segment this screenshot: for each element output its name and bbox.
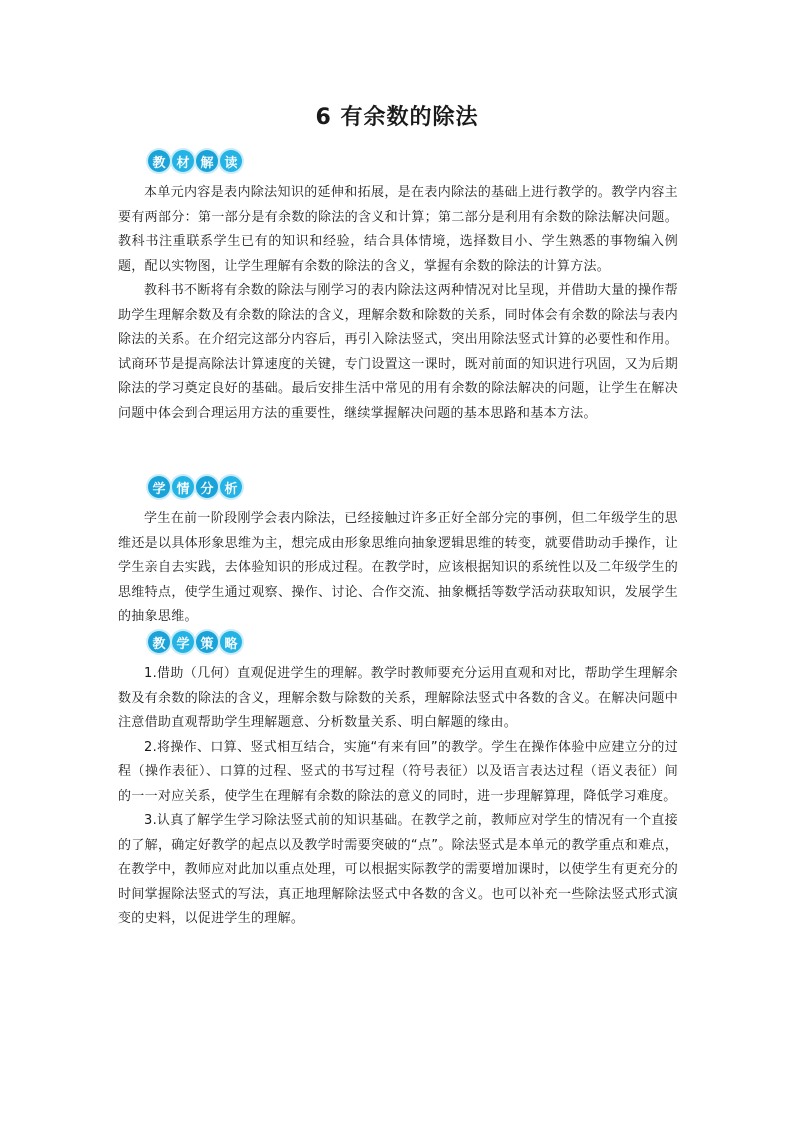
heading-char: 策 xyxy=(196,631,218,653)
heading-char: 教 xyxy=(148,150,170,172)
heading-char: 材 xyxy=(172,150,194,172)
section-teaching-strategy xyxy=(118,628,678,932)
heading-char: 分 xyxy=(196,476,218,498)
heading-char: 解 xyxy=(196,150,218,172)
heading-char: 略 xyxy=(220,631,242,653)
section-heading-badge xyxy=(148,473,242,501)
heading-char: 析 xyxy=(220,476,242,498)
paragraph: 本单元内容是表内除法知识的延伸和拓展，是在表内除法的基础上进行教学的。教学内容主要有两部分：第一部分是有余数的除法的含义和计算；第二部分是利用有余数的除法解决问题。教科书注重联系学生已有的知识和经验，结合具体情境，选择数目小、学生熟悉的事物编入例题，配以实物图，让学生理解有余数的除法的含义，掌握有余数的除法的计算方法。 xyxy=(118,185,678,274)
paragraph: 2.将操作、口算、竖式相互结合，实施“有来有回”的教学。学生在操作体验中应建立分的过程（操作表征）、口算的过程、竖式的书写过程（符号表征）以及语言表达过程（语义表征）间的一一对应关系，使学生在理解有余数的除法的意义的同时，进一步理解算理，降低学习难度。 xyxy=(118,739,678,804)
page-title: 6 有余数的除法 xyxy=(315,105,479,130)
heading-char: 学 xyxy=(148,476,170,498)
paragraph: 学生在前一阶段刚学会表内除法，已经接触过许多正好全部分完的事例，但二年级学生的思维还是以具体形象思维为主，想完成由形象思维向抽象逻辑思维的转变，就要借助动手操作，让学生亲自去实践，去体验知识的形成过程。在教学时，应该根据知识的系统性以及二年级学生的思维特点，使学生通过观察、操作、讨论、合作交流、抽象概括等数学活动获取知识，发展学生的抽象思维。 xyxy=(118,511,678,624)
heading-char: 学 xyxy=(172,631,194,653)
paragraph: 教科书不断将有余数的除法与刚学习的表内除法这两种情况对比呈现，并借助大量的操作帮助学生理解余数及有余数的除法的含义，理解余数和除数的关系，同时体会有余数的除法与表内除法的关系。在介绍完这部分内容后，再引入除法竖式，突出用除法竖式计算的必要性和作用。试商环节是提高除法计算速度的关键，专门设置这一课时，既对前面的知识进行巩固，又为后期除法的学习奠定良好的基础。最后安排生活中常见的用有余数的除法解决的问题，让学生在解决问题中体会到合理运用方法的重要性，继续掌握解决问题的基本思路和基本方法。 xyxy=(118,283,678,421)
section-student-analysis xyxy=(118,473,678,630)
section-heading-badge xyxy=(148,628,242,656)
paragraph: 1.借助（几何）直观促进学生的理解。教学时教师要充分运用直观和对比，帮助学生理解余数及有余数的除法的含义，理解余数与除数的关系，理解除法竖式中各数的含义。在解决问题中注意借助直观帮助学生理解题意、分析数量关系、明白解题的缘由。 xyxy=(118,666,678,730)
heading-char: 情 xyxy=(172,476,194,498)
section-heading-badge xyxy=(148,147,242,175)
heading-char: 读 xyxy=(220,150,242,172)
section-textbook-reading xyxy=(118,147,678,426)
paragraph: 3.认真了解学生学习除法竖式前的知识基础。在教学之前，教师应对学生的情况有一个直接的了解，确定好教学的起点以及教学时需要突破的“点”。除法竖式是本单元的教学重点和难点，在教学中，教师应对此加以重点处理，可以根据实际教学的需要增加课时，以使学生有更充分的时间掌握除法竖式的写法，真正地理解除法竖式中各数的含义。也可以补充一些除法竖式形式演变的史料，以促进学生的理解。 xyxy=(118,813,678,926)
heading-char: 教 xyxy=(148,631,170,653)
